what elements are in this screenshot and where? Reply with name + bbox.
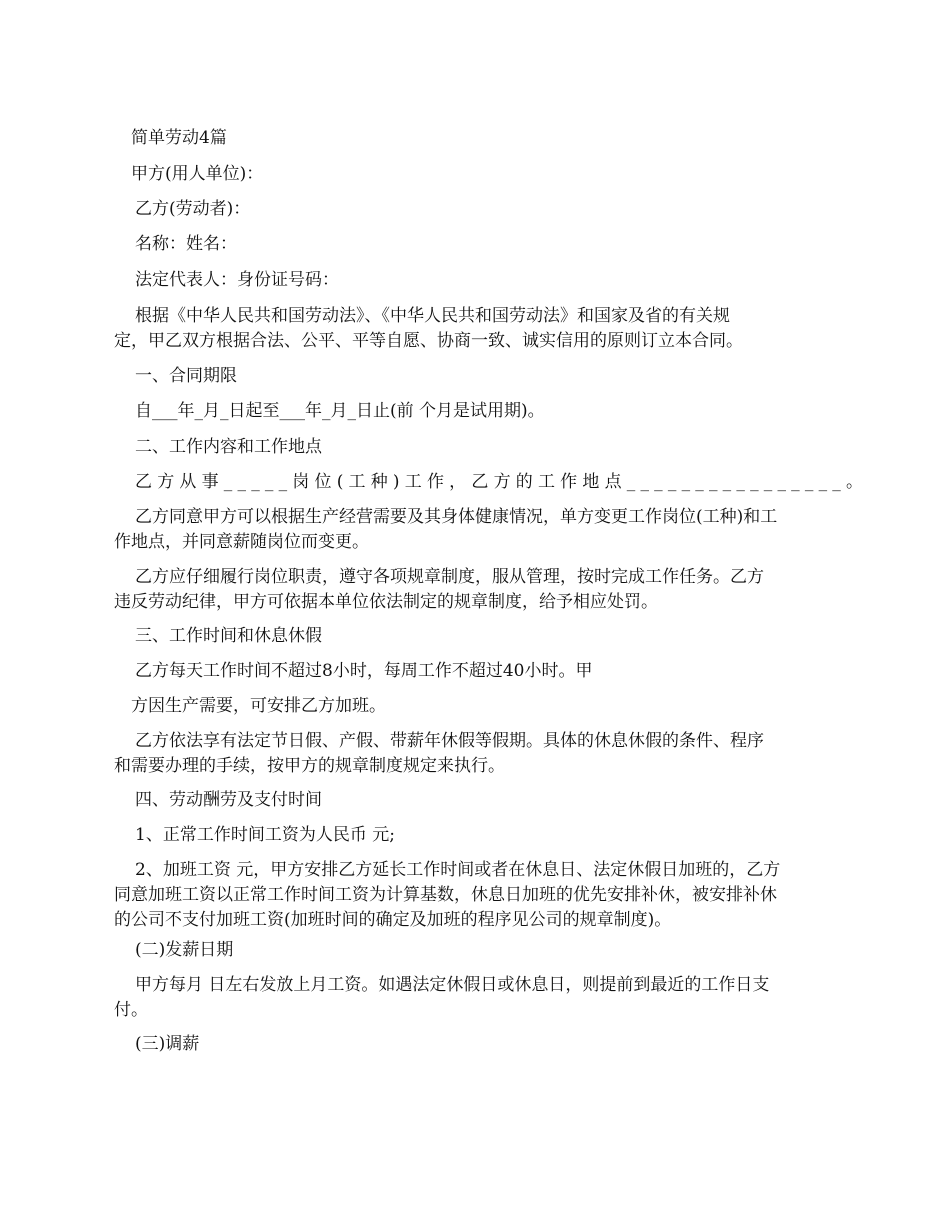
duties-line-1: 乙方应仔细履行岗位职责，遵守各项规章制度，服从管理，按时完成工作任务。乙方 (135, 567, 764, 587)
overtime-line: 方因生产需要，可安排乙方加班。 (131, 696, 386, 716)
payday-line-1: 甲方每月 日左右发放上月工资。如遇法定休假日或休息日，则提前到最近的工作日支 (135, 975, 770, 995)
overtime-wage-line-2: 同意加班工资以正常工作时间工资为计算基数，休息日加班的优先安排补休，被安排补休 (114, 885, 777, 905)
legal-rep-line: 法定代表人：身份证号码： (135, 270, 339, 290)
intro-paragraph-line-2: 定，甲乙双方根据合法、公平、平等自愿、协商一致、诚实信用的原则订立本合同。 (114, 331, 743, 351)
normal-wage-line: 1、正常工作时间工资为人民币 元; (135, 825, 395, 845)
duties-line-2: 违反劳动纪律，甲方可依据本单位依法制定的规章制度，给予相应处罚。 (114, 592, 658, 612)
document-title: 简单劳动4篇 (131, 128, 227, 148)
holiday-line-2: 和需要办理的手续，按甲方的规章制度规定来执行。 (114, 756, 505, 776)
overtime-wage-line-1: 2、加班工资 元，甲方安排乙方延长工作时间或者在休息日、法定休假日加班的，乙方 (135, 860, 781, 880)
party-b-line: 乙方(劳动者)： (135, 199, 251, 219)
payday-heading: (二)发薪日期 (135, 940, 234, 960)
name-line: 名称：姓名： (135, 234, 237, 254)
intro-paragraph-line-1: 根据《中华人民共和国劳动法》、《中华人民共和国劳动法》和国家及省的有关规 (135, 306, 730, 326)
section-3-heading: 三、工作时间和休息休假 (135, 626, 322, 646)
payday-line-2: 付。 (114, 1000, 148, 1020)
work-position-line: 乙方从事_____岗位(工种)工作，乙方的工作地点________________。 (135, 472, 869, 492)
overtime-wage-line-3: 的公司不支付加班工资(加班时间的确定及加班的程序见公司的规章制度)。 (114, 910, 672, 930)
holiday-line-1: 乙方依法享有法定节日假、产假、带薪年休假等假期。具体的休息休假的条件、程序 (135, 731, 764, 751)
section-2-heading: 二、工作内容和工作地点 (135, 437, 322, 457)
position-change-line-1: 乙方同意甲方可以根据生产经营需要及其身体健康情况，单方变更工作岗位(工种)和工 (135, 507, 778, 527)
position-change-line-2: 作地点，并同意薪随岗位而变更。 (114, 532, 369, 552)
section-1-heading: 一、合同期限 (135, 366, 237, 386)
contract-term-line: 自___年_月_日起至___年_月_日止(前 个月是试用期)。 (135, 401, 545, 421)
party-a-line: 甲方(用人单位)： (131, 164, 264, 184)
section-4-heading: 四、劳动酬劳及支付时间 (135, 790, 322, 810)
working-hours-line: 乙方每天工作时间不超过8小时，每周工作不超过40小时。甲 (135, 661, 593, 681)
salary-adjustment-heading: (三)调薪 (135, 1034, 200, 1054)
